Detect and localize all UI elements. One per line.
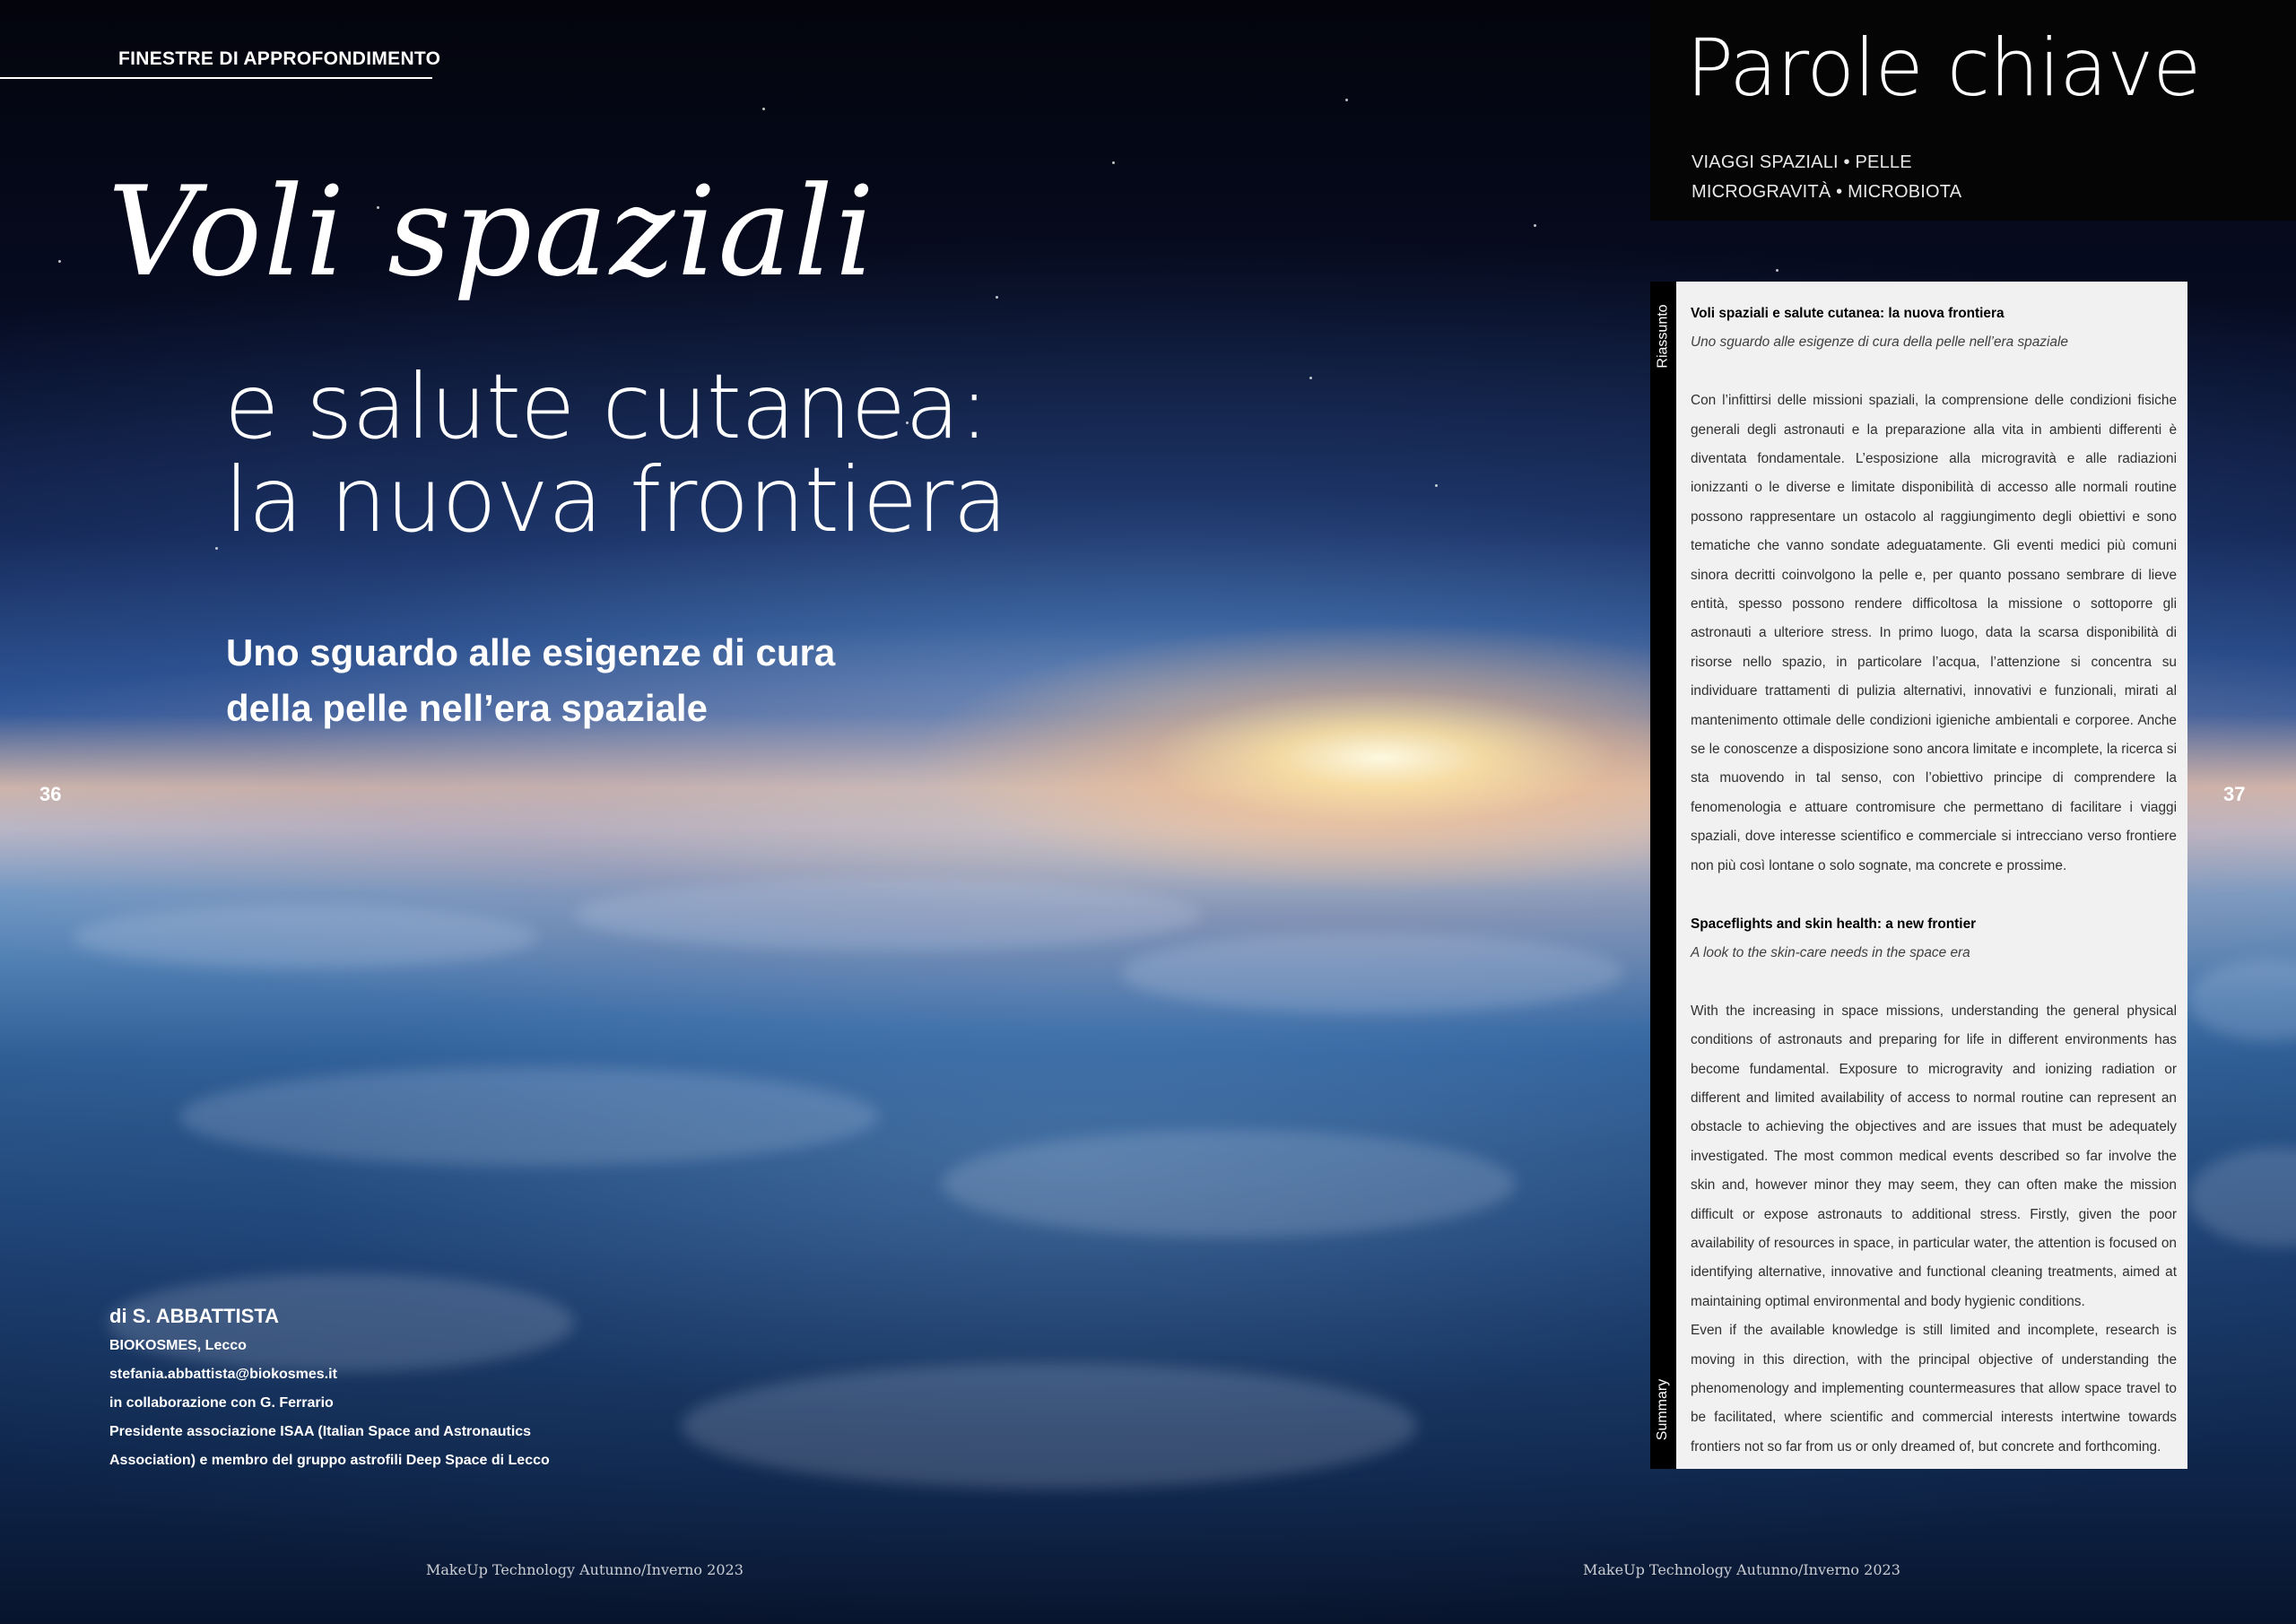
star (1435, 484, 1438, 487)
footer-right: MakeUp Technology Autunno/Inverno 2023 (1583, 1561, 1900, 1578)
cloud (2188, 1148, 2296, 1246)
cloud (179, 1067, 879, 1166)
riassunto-label: Riassunto (1655, 304, 1671, 369)
page-number-right: 37 (2223, 783, 2246, 805)
summary-en-title: Spaceflights and skin health: a new frontier (1691, 916, 1977, 932)
keyword-line: MICROGRAVITÀ • MICROBIOTA (1692, 182, 1962, 202)
author-collaboration: in collaborazione con G. Ferrario (109, 1395, 334, 1411)
cloud (682, 1363, 1417, 1489)
title-line: e salute cutanea: (224, 354, 989, 459)
summary-it-body: Con l’infittirsi delle missioni spaziali, la comprensione delle condizioni fisiche generali degli astronauti e la preparazione alla vita in ambienti differenti è diventata fondamentale. L’esposizione alla microgravità e alle radiazioni ionizzanti o le diverse e limitate disponibilità di accesso alle normali routine possono rappresentare un ostacolo al raggiungimento degli obiettivi e sono tematiche che vanno sondate adeguatamente. Gli eventi medici più comuni sinora decritti coinvolgono la pelle e, per quanto possano sembrare di lieve entità, spesso possono rendere difficoltosa la missione o sottoporre gli astronauti a ulteriore stress. In primo luogo, data la scarsa disponibilità di risorse nello spazio, in particolare l’acqua, l’attenzione si concentra su individuare trattamenti di pulizia alternativi, innovativi e funzionali, mirati al mantenimento ottimale delle condizioni igieniche ambientali e corporee. Anche se le conoscenze a disposizione sono ancora limitate e incomplete, la ricerca si sta muovendo in tal senso, con l’obiettivo principe di comprendere la fenomenologia e attuare contromisure che permettano di facilitare i viaggi spaziali, dove interesse scientifico e commerciale si intrecciano verso frontiere non più così lontane o solo sognate, ma concrete e prossime. (1691, 393, 2177, 873)
summary-label-wrap (1650, 1358, 1676, 1462)
summary-label: Summary (1655, 1378, 1671, 1441)
star (58, 260, 61, 263)
section-label: FINESTRE DI APPROFONDIMENTO (118, 48, 441, 69)
summary-side-strip (1650, 282, 1676, 1469)
summary-en-body: With the increasing in space missions, understanding the general physical conditions of astronauts and preparing for life in different environments has become fundamental. Exposure to microgravity and ionizing radiation or different and limited availability of access to normal routine can represent an obstacle to achieving the objectives and are issues that must be adequately investigated. The most common medical events described so far involve the skin and, however minor they may seem, they can often make the mission difficult or expose astronauts to additional stress. Firstly, given the poor availability of resources in space, in particular water, the attention is focused on identifying alternative, innovative and functional cleaning treatments, aimed at maintaining optimal environmental and body hygienic conditions. (1691, 1003, 2177, 1309)
star (1534, 224, 1536, 227)
star (762, 108, 765, 110)
spacer (1691, 358, 2177, 386)
summary-en-subtitle: A look to the skin-care needs in the space era (1691, 944, 1970, 960)
header-rule (0, 77, 432, 79)
title-line: la nuova frontiera (224, 447, 1007, 552)
subtitle-line: Uno sguardo alle esigenze di cura (226, 631, 836, 673)
author-affiliation: BIOKOSMES, Lecco (109, 1338, 247, 1353)
spacer (1691, 881, 2177, 909)
star (996, 296, 998, 299)
star (1345, 99, 1348, 101)
author-name: di S. ABBATTISTA (109, 1305, 280, 1327)
title-script: Voli spaziali (108, 160, 877, 304)
riassunto-label-wrap (1650, 287, 1676, 386)
keywords-box (1650, 0, 2296, 221)
cloud (72, 906, 538, 968)
summary-it-subtitle: Uno sguardo alle esigenze di cura della pelle nell’era spaziale (1691, 334, 2068, 351)
star (1776, 269, 1779, 272)
summary-it-title: Voli spaziali e salute cutanea: la nuova frontiera (1691, 306, 2005, 321)
page-number-left: 36 (39, 783, 62, 805)
cloud (574, 879, 1202, 951)
keyword-line: VIAGGI SPAZIALI • PELLE (1692, 152, 1912, 172)
star (215, 547, 218, 550)
summary-en-body: Even if the available knowledge is still limited and incomplete, research is moving in this direction, with the principal objective of understanding the phenomenology and implementing countermeasures that allow space travel to be facilitated, where scientific and commercial interests intertwine towards frontiers not so far from us or only dreamed of, but concrete and forthcoming. (1691, 1323, 2177, 1455)
author-email[interactable]: stefania.abbattista@biokosmes.it (109, 1367, 337, 1382)
footer-left: MakeUp Technology Autunno/Inverno 2023 (426, 1561, 744, 1578)
cloud (942, 1130, 1516, 1238)
star (1309, 377, 1312, 379)
spacer (1691, 968, 2177, 996)
summary-panel (1676, 282, 2187, 1469)
cloud (2188, 960, 2296, 1040)
star (1112, 161, 1115, 164)
author-note: Presidente associazione ISAA (Italian Space and Astronautics (109, 1424, 532, 1439)
cloud (1121, 933, 1623, 1013)
author-note: Association) e membro del gruppo astrofili Deep Space di Lecco (109, 1453, 550, 1468)
subtitle-line: della pelle nell’era spaziale (226, 687, 708, 729)
keywords-title: Parole chiave (1686, 22, 2201, 114)
